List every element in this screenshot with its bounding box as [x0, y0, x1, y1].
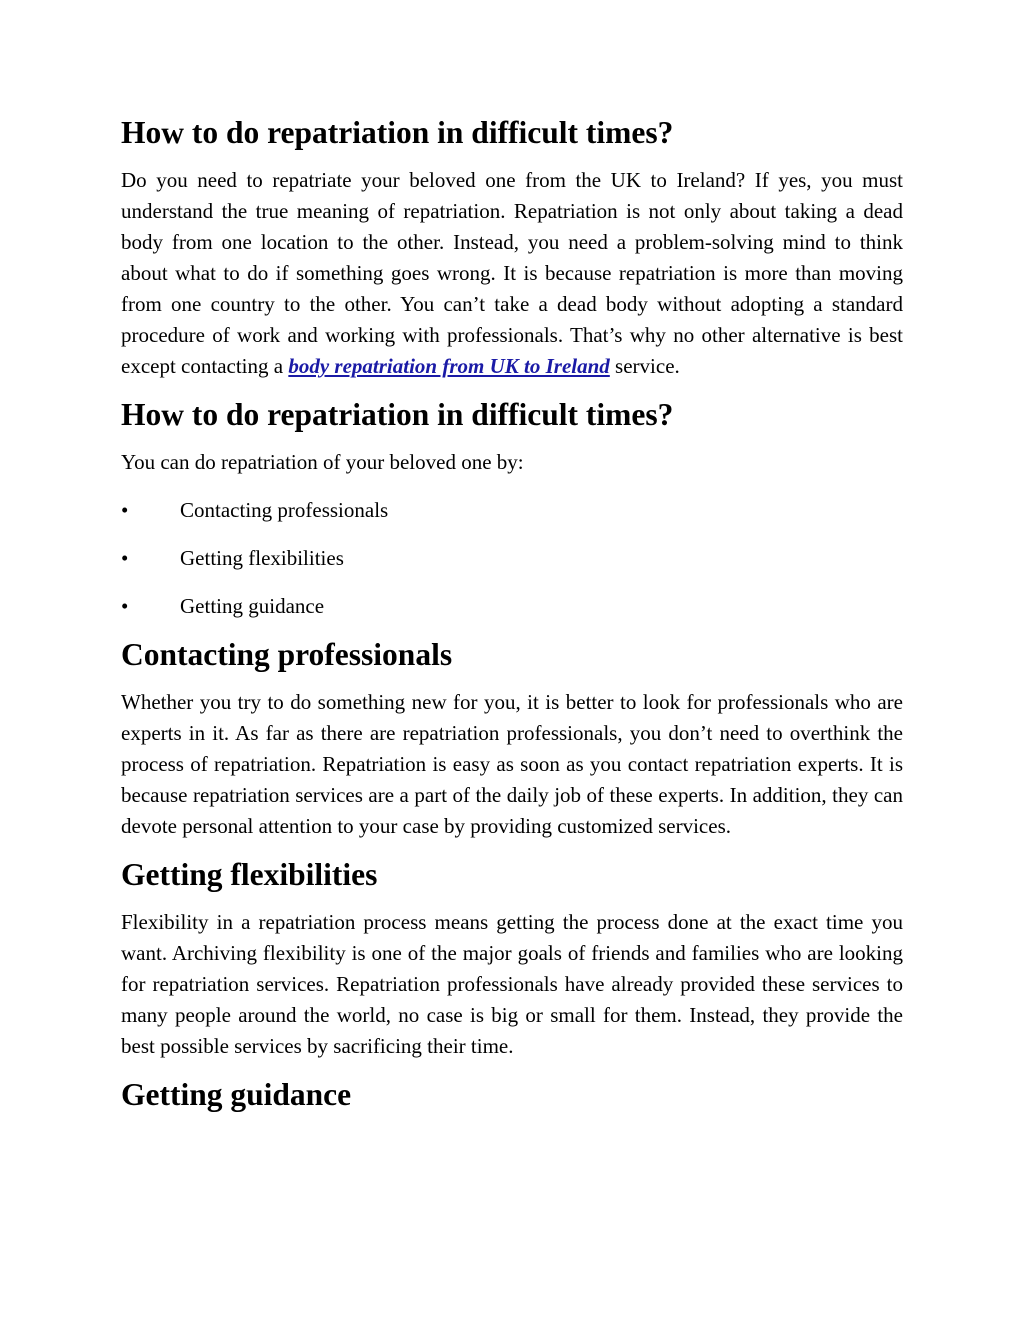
heading-getting-guidance: Getting guidance [121, 1077, 352, 1112]
paragraph-methods-intro: You can do repatriation of your beloved one by: [121, 450, 524, 474]
paragraph-intro-text: Do you need to repatriate your beloved one from the UK to Ireland? If yes, you must understand the true meaning of repatriation. Repatriation is not only about taking a dead body from one location to the other. Instead, you need a problem-solving mind to think about what to do if something goes wrong. It is because repatriation is more than moving from one country to the other. You can’t take a dead body without adopting a standard procedure of work and working with professionals. That’s why no other alternative is best except contacting a [121, 168, 903, 378]
heading-intro: How to do repatriation in difficult times? [121, 115, 674, 150]
bullet-icon: • [121, 498, 129, 522]
list-item-text: Getting flexibilities [180, 546, 344, 570]
paragraph-contacting-professionals: Whether you try to do something new for you, it is better to look for professionals who are experts in it. As far as there are repatriation professionals, you don’t need to overthink the process of repatriation. Repatriation is easy as soon as you contact repatriation experts. It is because repatriation services are a part of the daily job of these experts. In addition, they can devote personal attention to your case by providing customized services. [121, 690, 903, 838]
paragraph-getting-flexibilities: Flexibility in a repatriation process means getting the process done at the exact time you want. Archiving flexibility is one of the major goals of friends and families who are looking for repatriation services. Repatriation professionals have already provided these services to many people around the world, no case is big or small for them. Instead, they provide the best possible services by sacrificing their time. [121, 910, 903, 1058]
bullet-icon: • [121, 546, 129, 570]
heading-contacting-professionals: Contacting professionals [121, 637, 453, 672]
bullet-icon: • [121, 594, 129, 618]
paragraph-intro-tail: service. [609, 354, 680, 378]
list-item [121, 543, 903, 574]
methods-list [121, 495, 903, 622]
list-item-text: Contacting professionals [180, 498, 389, 522]
document-page [121, 117, 903, 1127]
list-item-text: Getting guidance [180, 594, 325, 618]
heading-how-to: How to do repatriation in difficult times? [121, 397, 674, 432]
list-item [121, 591, 903, 622]
list-item [121, 495, 903, 526]
heading-getting-flexibilities: Getting flexibilities [121, 857, 378, 892]
paragraph-intro [121, 165, 903, 382]
body-repatriation-link[interactable]: body repatriation from UK to Ireland [288, 354, 610, 378]
